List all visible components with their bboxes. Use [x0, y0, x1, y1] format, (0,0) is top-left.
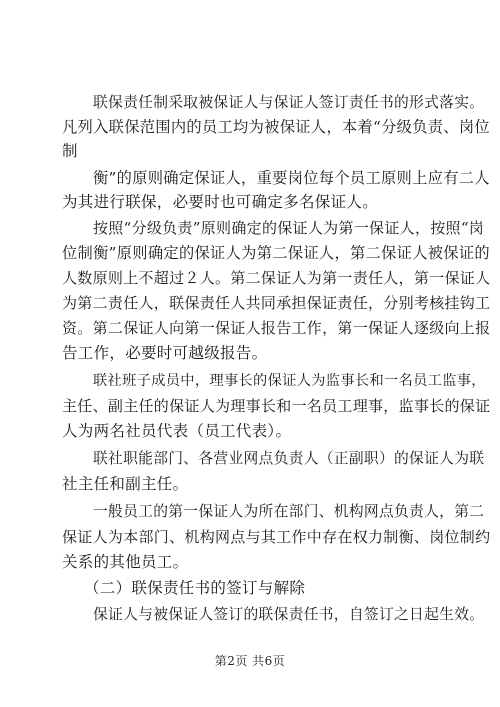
paragraph-line: 为第二责任人，联保责任人共同承担保证责任，分别考核挂钩工: [62, 294, 491, 312]
paragraph-line: 联保责任制采取被保证人与保证人签订责任书的形式落实。: [93, 94, 485, 111]
paragraph-line: 主任、副主任的保证人为理事长和一名员工理事，监事长的保证: [62, 397, 491, 415]
paragraph-line: 联社职能部门、各营业网点负责人（正副职）的保证人为联: [93, 450, 485, 467]
paragraph-line: 为其进行联保，必要时也可确定多名保证人。: [62, 193, 379, 211]
paragraph-line: 人数原则上不超过２人。第二保证人为第一责任人，第一保证人: [62, 269, 491, 287]
paragraph-line: 资。第二保证人向第一保证人报告工作，第一保证人逐级向上报: [62, 319, 491, 337]
paragraph-line: 告工作，必要时可越级报告。: [62, 344, 268, 362]
paragraph-line: 位制衡”原则确定的保证人为第二保证人，第二保证人被保证的: [62, 244, 490, 262]
paragraph-line: 一般员工的第一保证人为所在部门、机构网点负责人，第二: [93, 503, 485, 520]
page-number-footer: 第2页 共6页: [214, 654, 286, 668]
paragraph-line: 保证人与被保证人签订的联保责任书，自签订之日起生效。: [93, 606, 485, 623]
paragraph-line: 关系的其他员工。: [62, 553, 189, 571]
paragraph-line: 制: [62, 142, 78, 160]
paragraph-line: 保证人为本部门、机构网点与其工作中存在权力制衡、岗位制约: [62, 528, 491, 546]
paragraph-line: 衡”的原则确定保证人，重要岗位每个员工原则上应有二人: [93, 169, 490, 187]
paragraph-line: 人为两名社员代表（员工代表）。: [62, 422, 292, 440]
paragraph-line: 社主任和副主任。: [62, 475, 189, 493]
section-heading: （二）联保责任书的签订与解除: [84, 579, 306, 597]
paragraph-line: 联社班子成员中，理事长的保证人为监事长和一名员工监事，: [93, 373, 486, 389]
paragraph-line: 按照“分级负责”原则确定的保证人为第一保证人，按照“岗: [93, 219, 485, 237]
paragraph-line: 凡列入联保范围内的员工均为被保证人，本着“分级负责、岗位: [62, 118, 490, 136]
